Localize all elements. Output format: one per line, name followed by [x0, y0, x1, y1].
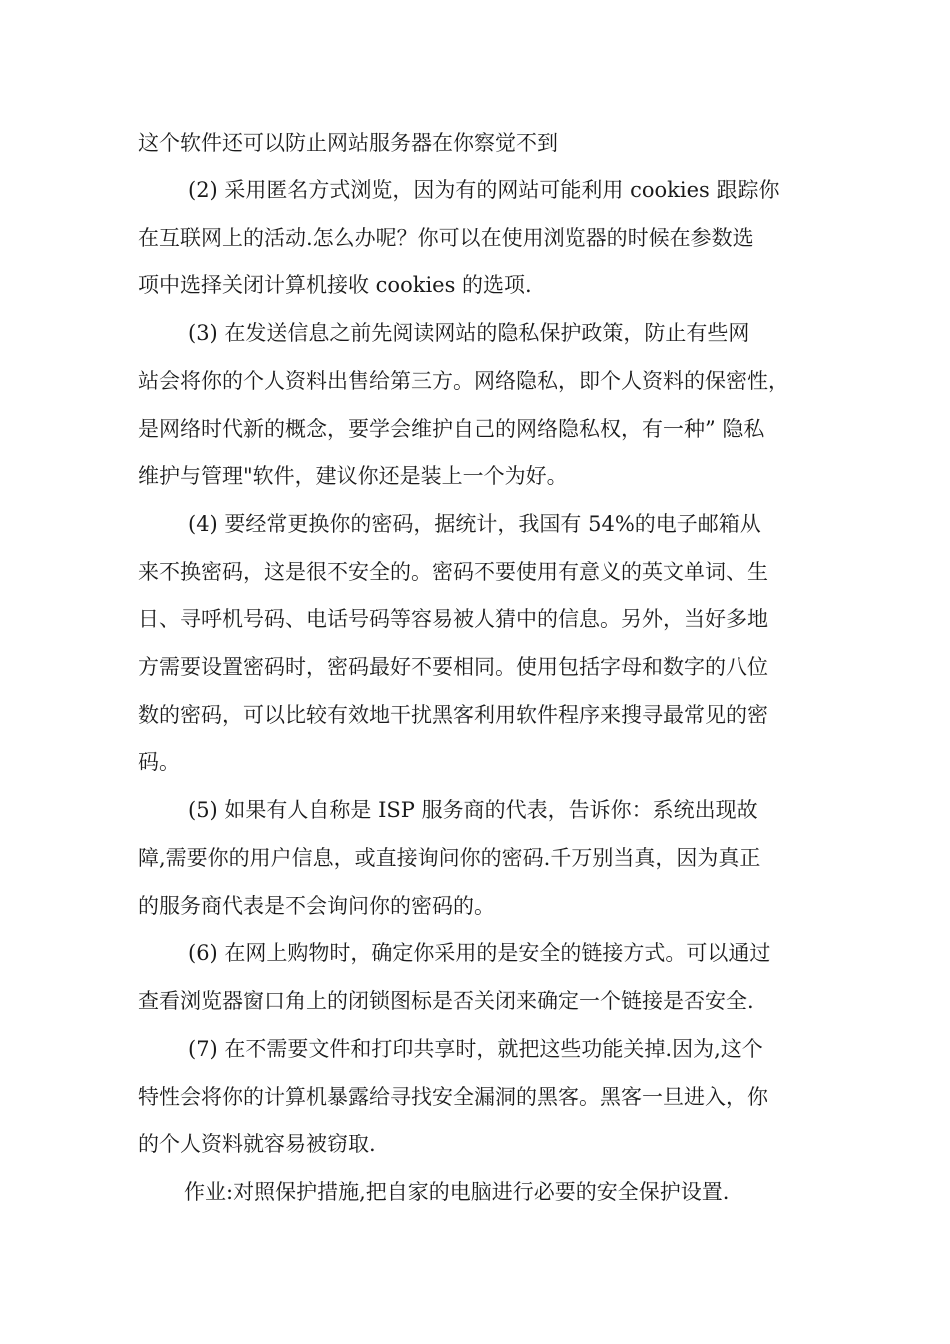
text-line: 的服务商代表是不会询问你的密码的。 [138, 894, 495, 918]
text-line: (6) 在网上购物时，确定你采用的是安全的链接方式。可以通过 [188, 941, 771, 965]
text-line: 障,需要你的用户信息，或直接询问你的密码.千万别当真，因为真正 [138, 846, 761, 870]
text-line: 站会将你的个人资料出售给第三方。网络隐私，即个人资料的保密性， [138, 369, 789, 393]
text-line: 日、寻呼机号码、电话号码等容易被人猜中的信息。另外，当好多地 [138, 607, 768, 631]
text-line: (2) 采用匿名方式浏览，因为有的网站可能利用 cookies 跟踪你 [188, 178, 780, 202]
text-line: 这个软件还可以防止网站服务器在你察觉不到 [138, 131, 558, 155]
text-line: 维护与管理"软件，建议你还是装上一个为好。 [138, 464, 568, 488]
text-line: (5) 如果有人自称是 ISP 服务商的代表，告诉你：系统出现故 [188, 798, 758, 822]
text-line: 来不换密码，这是很不安全的。密码不要使用有意义的英文单词、生 [138, 560, 768, 584]
text-line: 的个人资料就容易被窃取. [138, 1132, 376, 1156]
text-line: 数的密码，可以比较有效地干扰黑客利用软件程序来搜寻最常见的密 [138, 703, 768, 727]
text-line: 是网络时代新的概念，要学会维护自己的网络隐私权，有一种” 隐私 [138, 417, 765, 441]
text-line: 作业:对照保护措施,把自家的电脑进行必要的安全保护设置. [184, 1180, 730, 1204]
text-line: 方需要设置密码时，密码最好不要相同。使用包括字母和数字的八位 [138, 655, 768, 679]
text-line: (4) 要经常更换你的密码，据统计，我国有 54%的电子邮箱从 [188, 512, 761, 536]
text-line: 查看浏览器窗口角上的闭锁图标是否关闭来确定一个链接是否安全. [138, 989, 754, 1013]
text-line: (3) 在发送信息之前先阅读网站的隐私保护政策，防止有些网 [188, 321, 750, 345]
text-line: 项中选择关闭计算机接收 cookies 的选项. [138, 273, 532, 297]
text-line: 在互联网上的活动.怎么办呢？你可以在使用浏览器的时候在参数选 [138, 226, 754, 250]
text-line: 特性会将你的计算机暴露给寻找安全漏洞的黑客。黑客一旦进入，你 [138, 1085, 768, 1109]
text-line: 码。 [138, 750, 180, 774]
text-line: (7) 在不需要文件和打印共享时，就把这些功能关掉.因为,这个 [188, 1037, 763, 1061]
